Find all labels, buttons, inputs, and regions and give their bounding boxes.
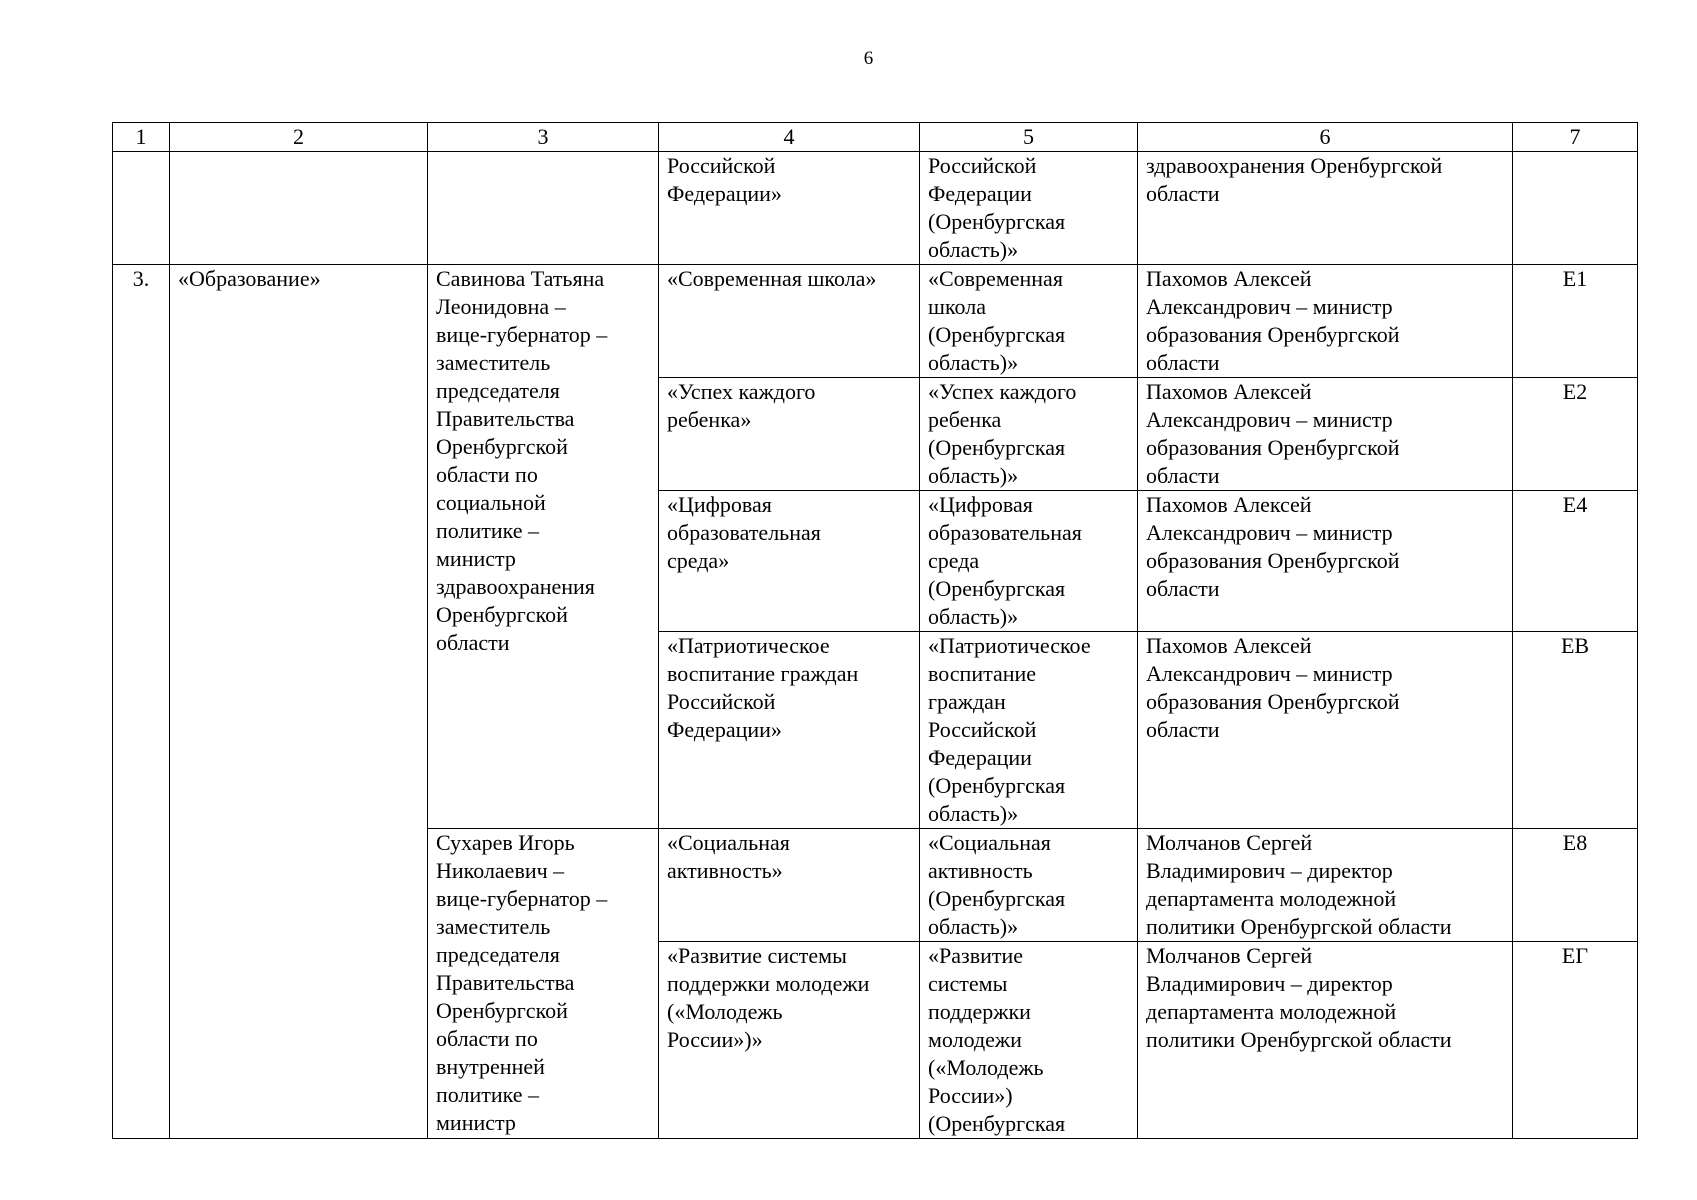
- column-header: 5: [920, 123, 1138, 152]
- national-project-cell: Российской Федерации»: [659, 152, 920, 265]
- section-number-cell: 3.: [113, 265, 170, 1139]
- regional-project-cell: «Социальная активность (Оренбургская область)»: [920, 829, 1138, 942]
- project-head-cell: Молчанов Сергей Владимирович – директор департамента молодежной политики Оренбургской области: [1138, 942, 1513, 1139]
- table-cell: [113, 152, 170, 265]
- project-code-cell: ЕГ: [1513, 942, 1638, 1139]
- regional-project-cell: «Цифровая образовательная среда (Оренбургская область)»: [920, 491, 1138, 632]
- page-number: 6: [863, 48, 874, 69]
- national-project-cell: «Социальная активность»: [659, 829, 920, 942]
- project-head-cell: Пахомов Алексей Александрович – министр образования Оренбургской области: [1138, 265, 1513, 378]
- projects-table: [112, 122, 1638, 1139]
- project-head-cell: Пахомов Алексей Александрович – министр образования Оренбургской области: [1138, 491, 1513, 632]
- project-code-cell: Е2: [1513, 378, 1638, 491]
- regional-project-cell: «Развитие системы поддержки молодежи («Молодежь России») (Оренбургская: [920, 942, 1138, 1139]
- regional-project-cell: «Современная школа (Оренбургская область)»: [920, 265, 1138, 378]
- national-project-cell: «Успех каждого ребенка»: [659, 378, 920, 491]
- column-header: 2: [170, 123, 428, 152]
- regional-project-cell: «Успех каждого ребенка (Оренбургская область)»: [920, 378, 1138, 491]
- national-project-cell: «Цифровая образовательная среда»: [659, 491, 920, 632]
- table-header-row: [113, 123, 1638, 152]
- national-project-cell: «Современная школа»: [659, 265, 920, 378]
- table-row: [113, 152, 1638, 265]
- section-name-cell: «Образование»: [170, 265, 428, 1139]
- curator-cell: Сухарев Игорь Николаевич – вице-губернатор – заместитель председателя Правительства Оренбургской области по внутренней политике – министр: [428, 829, 659, 1139]
- project-code-cell: Е4: [1513, 491, 1638, 632]
- project-head-cell: Пахомов Алексей Александрович – министр образования Оренбургской области: [1138, 378, 1513, 491]
- national-project-cell: «Патриотическое воспитание граждан Российской Федерации»: [659, 632, 920, 829]
- project-code-cell: ЕВ: [1513, 632, 1638, 829]
- project-code-cell: Е1: [1513, 265, 1638, 378]
- national-project-cell: «Развитие системы поддержки молодежи («Молодежь России»)»: [659, 942, 920, 1139]
- table-cell: [1513, 152, 1638, 265]
- table-row: [113, 265, 1638, 378]
- table-cell: [428, 152, 659, 265]
- regional-project-cell: Российской Федерации (Оренбургская область)»: [920, 152, 1138, 265]
- project-head-cell: Пахомов Алексей Александрович – министр образования Оренбургской области: [1138, 632, 1513, 829]
- project-head-cell: здравоохранения Оренбургской области: [1138, 152, 1513, 265]
- regional-project-cell: «Патриотическое воспитание граждан Российской Федерации (Оренбургская область)»: [920, 632, 1138, 829]
- curator-cell: Савинова Татьяна Леонидовна – вице-губернатор – заместитель председателя Правительства Оренбургской области по социальной политике – министр здравоохранения Оренбургской области: [428, 265, 659, 829]
- column-header: 4: [659, 123, 920, 152]
- column-header: 6: [1138, 123, 1513, 152]
- project-head-cell: Молчанов Сергей Владимирович – директор департамента молодежной политики Оренбургской области: [1138, 829, 1513, 942]
- table-cell: [170, 152, 428, 265]
- column-header: 1: [113, 123, 170, 152]
- column-header: 7: [1513, 123, 1638, 152]
- project-code-cell: Е8: [1513, 829, 1638, 942]
- column-header: 3: [428, 123, 659, 152]
